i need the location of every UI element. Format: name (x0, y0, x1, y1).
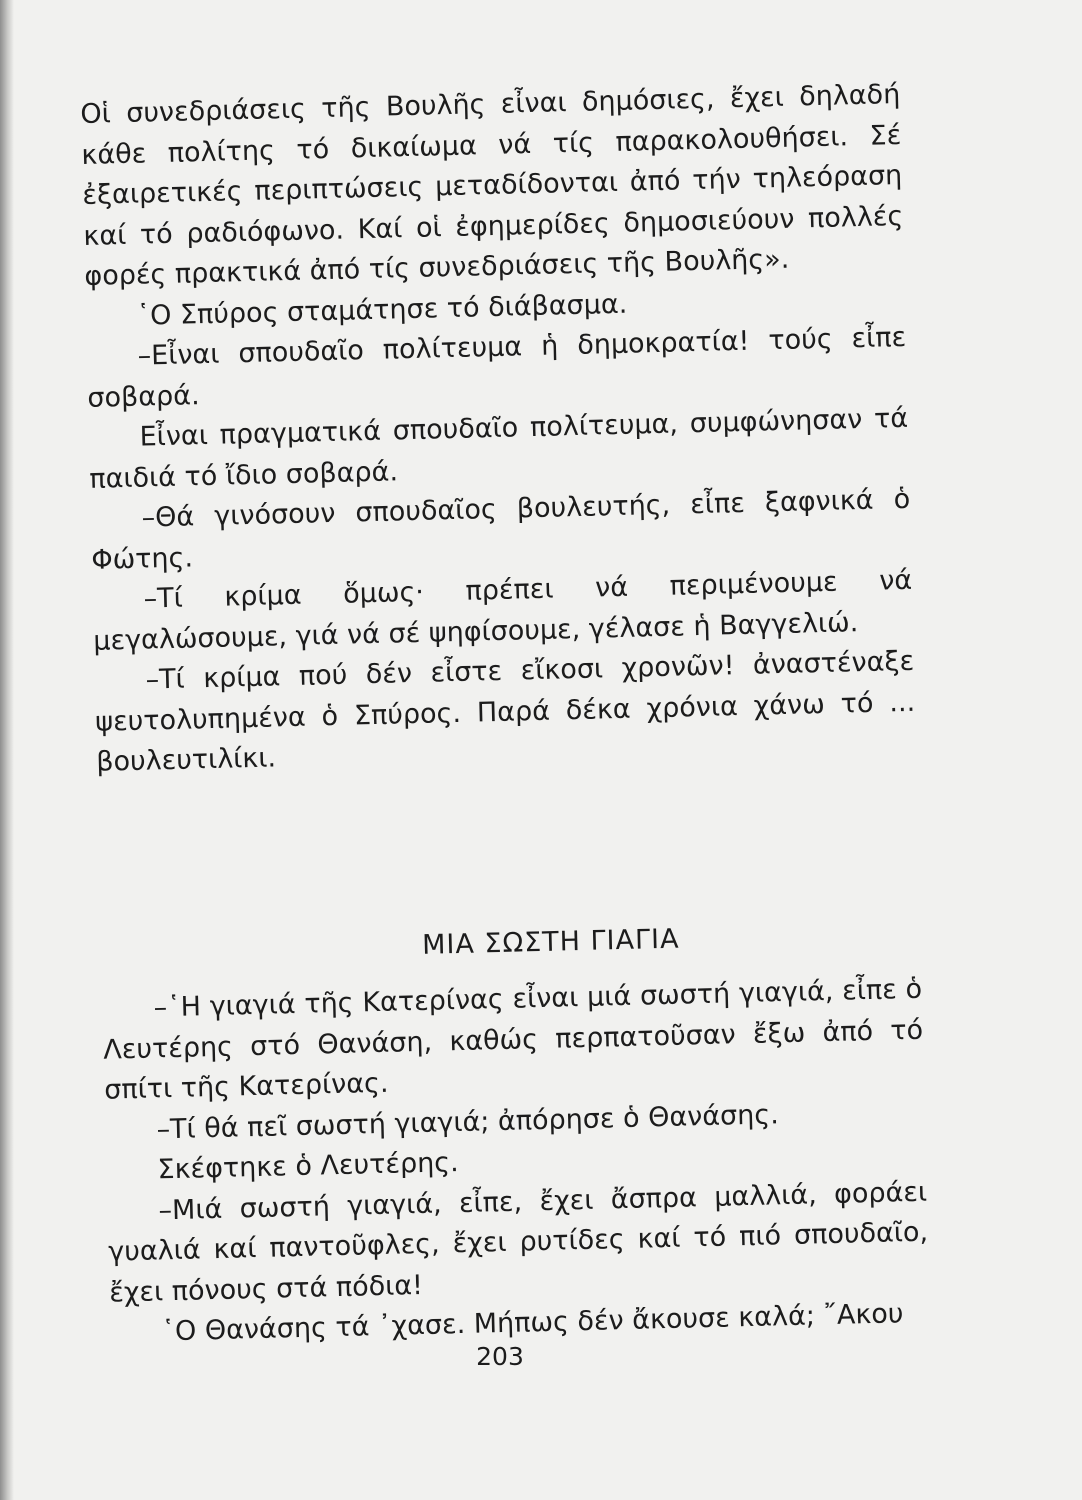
paragraph: –Εἶναι σπουδαῖο πολίτευμα ἡ δημοκρατία! τούς εἶπε σοβαρά. (87, 321, 907, 414)
paragraph: Οἱ συνεδριάσεις τῆς Βουλῆς εἶναι δημόσιες, ἔχει δηλαδή κάθε πολίτης τό δικαίωμα νά τίς παρακολουθήσει. Σέ ἐξαιρετικές περιπτώσεις μεταδίδονται ἀπό τήν τηλεόραση καί τό ραδιόφωνο. Καί οἱ ἐφημερίδες δημοσιεύουν πολλές φορές πρακτικά ἀπό τίς συνεδριάσεις τῆς Βουλῆς». (80, 78, 904, 292)
paragraph: –Τί κρίμα πού δέν εἶστε εἴκοσι χρονῶν! ἀναστέναξε ψευτολυπημένα ὁ Σπύρος. Παρά δέκα χρόνια χάνω τό ... βουλευτιλίκι. (94, 645, 916, 778)
paragraph: –Θά γινόσουν σπουδαῖος βουλευτής, εἶπε ξαφνικά ὁ Φώτης. (90, 483, 911, 576)
paragraph: –Μιά σωστή γιαγιά, εἶπε, ἔχει ἄσπρα μαλλιά, φοράει γυαλιά καί παντοῦφλες, ἔχει ρυτίδες καί τό πιό σπουδαῖο, ἔχει πόνους στά πόδια! (107, 1176, 929, 1309)
paragraph: Σκέφτηκε ὁ Λευτέρης. (157, 1147, 460, 1186)
paragraph: ῾Ο Σπύρος σταμάτησε τό διάβασμα. (136, 288, 628, 332)
paragraph: –Τί κρίμα ὅμως· πρέπει νά περιμένουμε νά μεγαλώσουμε, γιά νά σέ ψηφίσουμε, γέλασε ἡ Βαγγελιώ. (92, 564, 913, 657)
paragraph: ῾Ο Θανάσης τά ᾿χασε. Μήπως δέν ἄκουσε καλά; ῎Ακου (161, 1298, 904, 1348)
paragraph: –Τί θά πεῖ σωστή γιαγιά; ἀπόρησε ὁ Θανάσης. (156, 1098, 780, 1145)
paragraph: –῾Η γιαγιά τῆς Κατερίνας εἶναι μιά σωστή γιαγιά, εἶπε ὁ Λευτέρης στό Θανάση, καθώς περπατοῦσαν ἔξω ἀπό τό σπίτι τῆς Κατερίνας. (102, 973, 924, 1106)
page-number: 203 (476, 1342, 524, 1371)
page-body (80, 75, 931, 1354)
section-title: ΜΙΑ ΣΩΣΤΗ ΓΙΑΓΙΑ (421, 923, 680, 961)
paragraph: Εἶναι πραγματικά σπουδαῖο πολίτευμα, συμφώνησαν τά παιδιά τό ἴδιο σοβαρά. (89, 402, 909, 495)
section-gap (97, 763, 920, 933)
binding-edge (0, 0, 14, 1500)
